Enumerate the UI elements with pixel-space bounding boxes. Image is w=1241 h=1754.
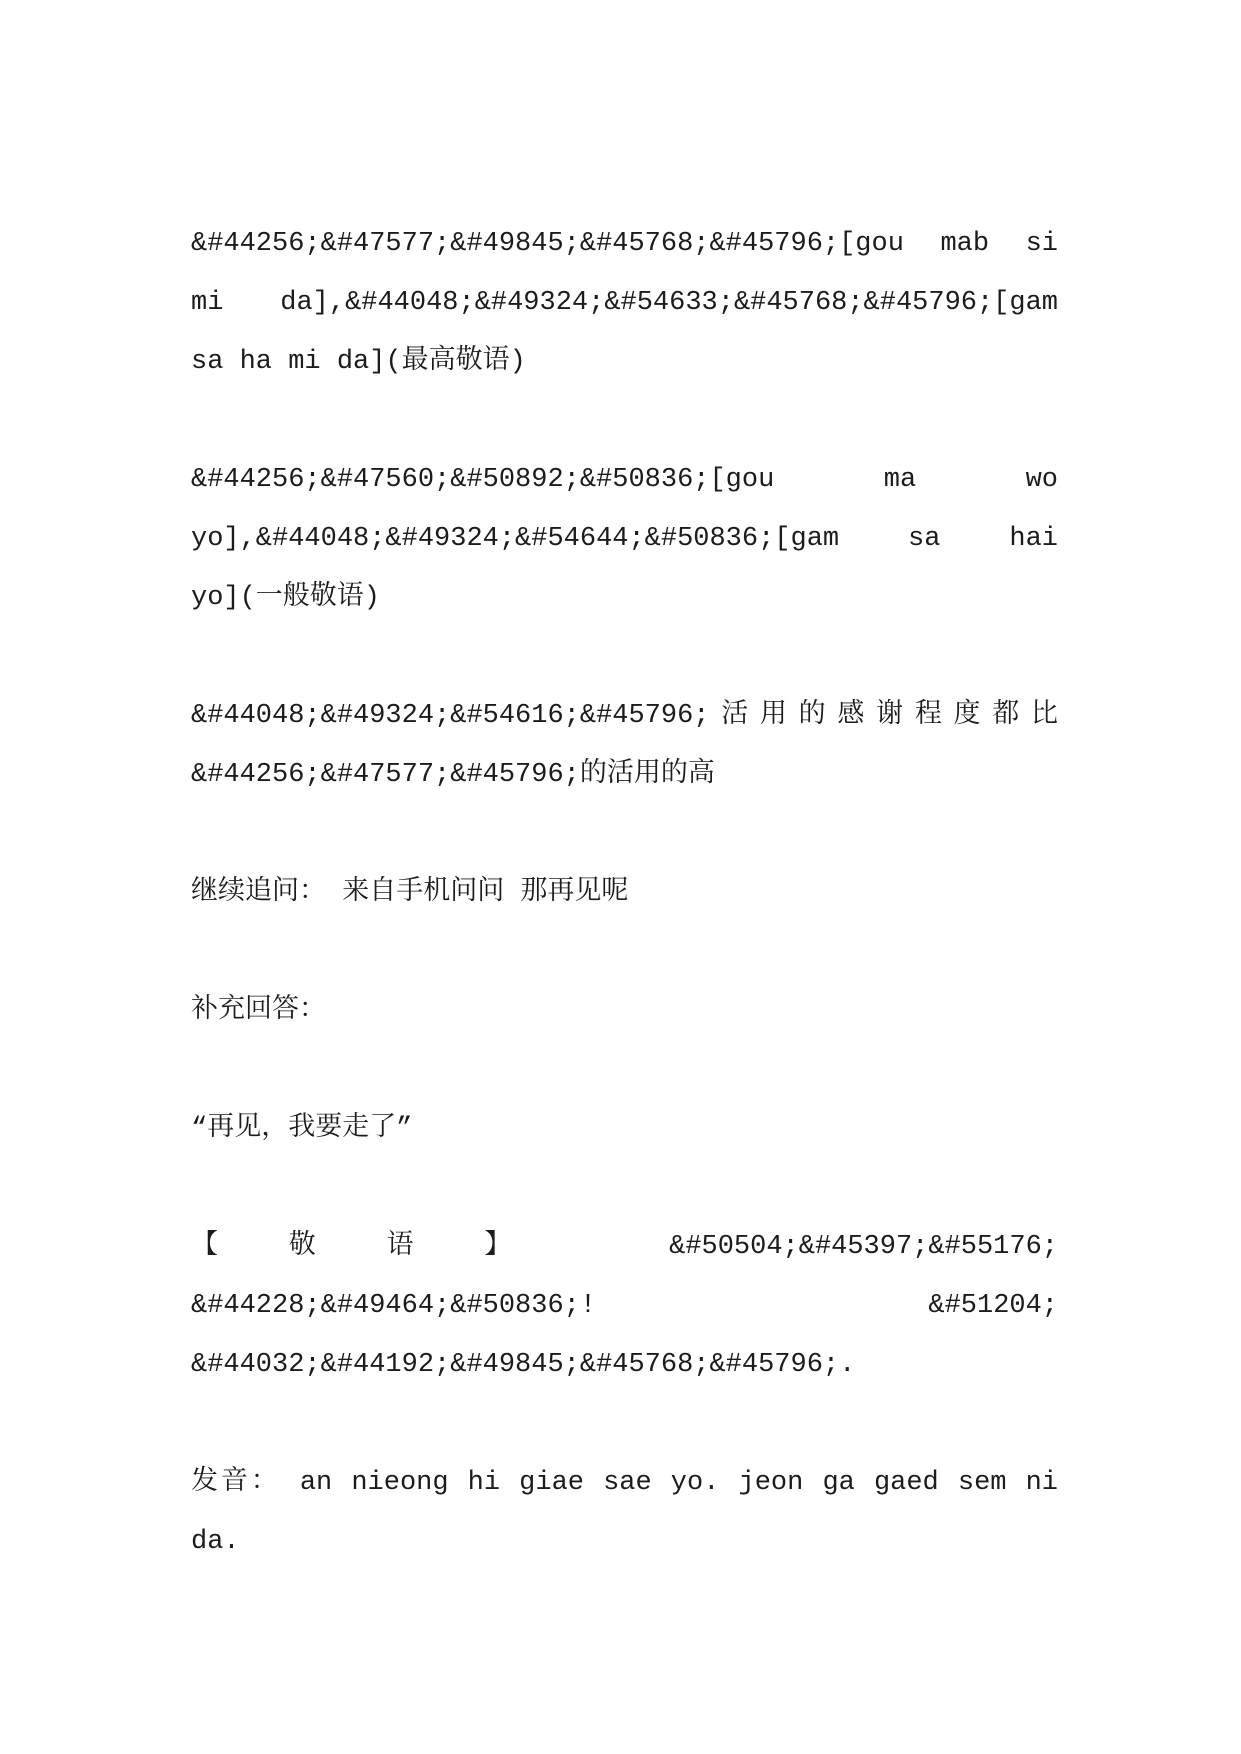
paragraph (191, 215, 1058, 392)
quoted-phrase (191, 1100, 1058, 1159)
text-line: mi da],&#44048;&#49324;&#54633;&#45768;&#45796;[gam (191, 288, 1058, 318)
text-line: &#44032;&#44192;&#49845;&#45768;&#45796;. (191, 1350, 856, 1380)
paragraph (191, 1218, 1058, 1395)
text-line: 发音： an nieong hi giae sae yo. jeon ga gaed sem ni (191, 1468, 1058, 1498)
text-line: &#44048;&#49324;&#54616;&#45796;活用的感谢程度都比 (191, 701, 1058, 731)
supplementary-answer-heading (191, 982, 1058, 1041)
text-line: &#44256;&#47577;&#45796;的活用的高 (191, 760, 715, 790)
text-line: &#44256;&#47560;&#50892;&#50836;[gou ma wo (191, 465, 1058, 495)
text-line: “再见，我要走了” (191, 1114, 413, 1144)
follow-up-question (191, 864, 1058, 923)
text-line: 补充回答： (191, 996, 326, 1026)
text-line: da. (191, 1527, 240, 1557)
text-line: yo],&#44048;&#49324;&#54644;&#50836;[gam sa hai (191, 524, 1058, 554)
pronunciation-paragraph (191, 1454, 1058, 1572)
text-line: sa ha mi da](最高敬语) (191, 347, 526, 377)
text-line: yo](一般敬语) (191, 583, 381, 613)
paragraph (191, 451, 1058, 628)
text-line: &#44228;&#49464;&#50836;! &#51204; (191, 1291, 1058, 1321)
text-line: 【敬语】 &#50504;&#45397;&#55176; (191, 1232, 1058, 1262)
text-line: 继续追问： 来自手机问问 那再见呢 (191, 878, 629, 908)
paragraph (191, 687, 1058, 805)
text-line: &#44256;&#47577;&#49845;&#45768;&#45796;[gou mab si (191, 229, 1058, 259)
